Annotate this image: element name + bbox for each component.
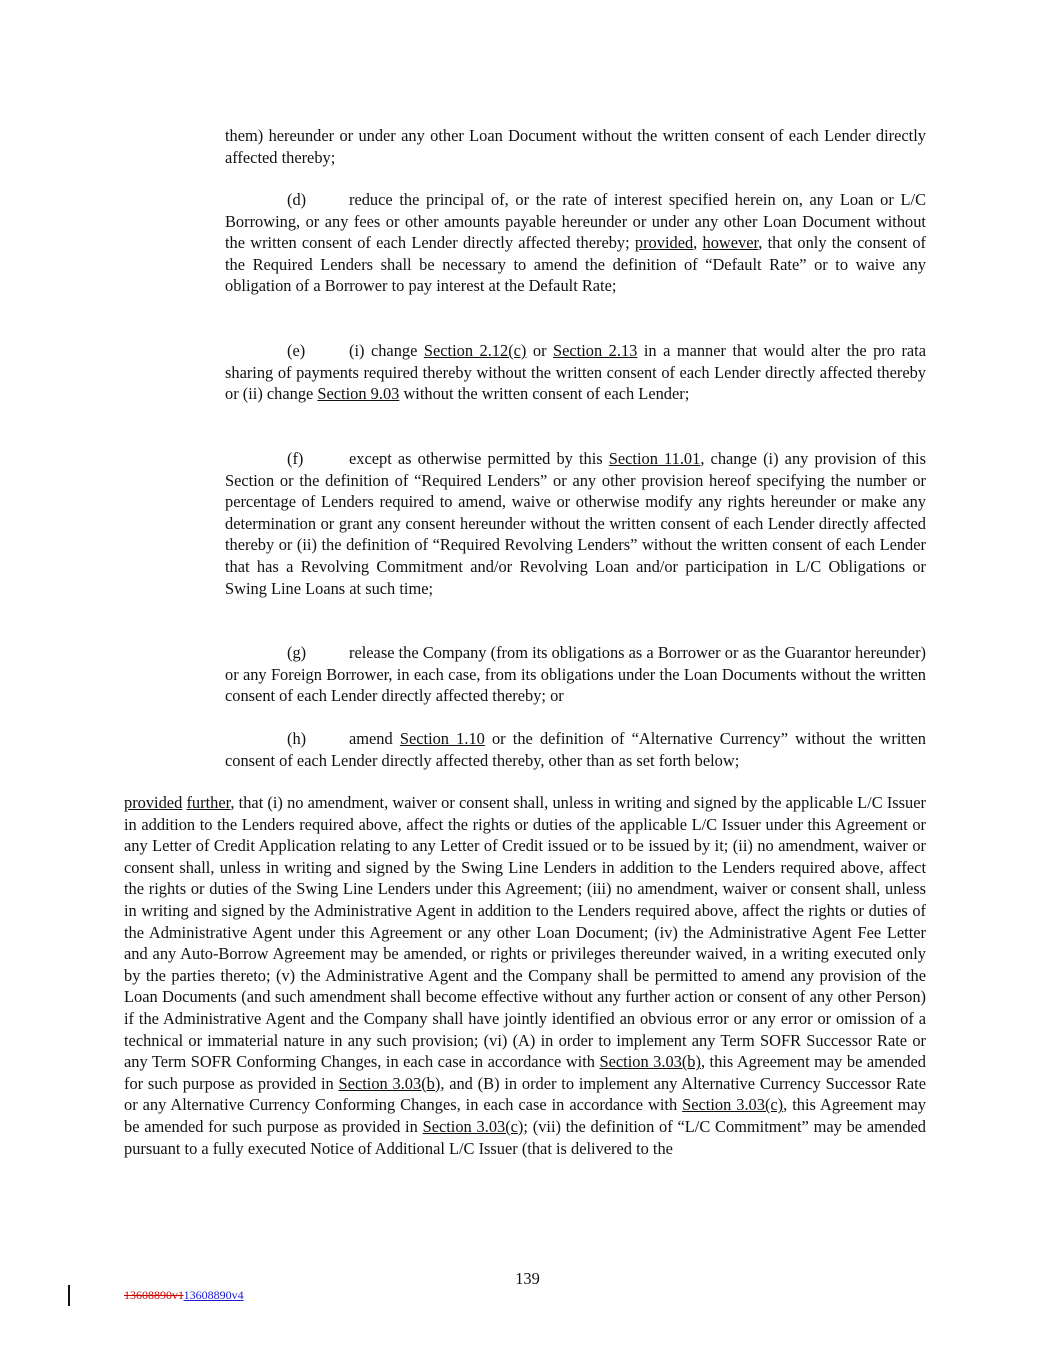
section-reference: Section 9.03 bbox=[317, 384, 400, 404]
paragraph-text: reduce the principal of, or the rate of interest specified herein on, any Loan or L/C Borrowing, or any fees or other amounts payable hereunder or under any other Loan Document without the written consent of each Lender directly affected thereby; bbox=[225, 190, 926, 253]
defined-term: however bbox=[702, 233, 759, 253]
paragraph-text: or the definition of “Alternative Currency” without the written consent of each Lender directly affected thereby, other than as set forth below; bbox=[225, 729, 926, 770]
paragraph-c-continuation bbox=[225, 125, 926, 168]
paragraph-f bbox=[225, 448, 926, 599]
paragraph-text: in a manner that would alter the pro rata sharing of payments required thereby without the written consent of each Lender directly affected thereby or (ii) change bbox=[225, 341, 927, 404]
paragraph-text: ; (vii) the definition of “L/C Commitment” may be amended pursuant to a fully executed Notice of Additional L/C Issuer (that is delivered to the bbox=[124, 1116, 926, 1158]
document-id bbox=[124, 1288, 244, 1302]
paragraph-text: , bbox=[693, 233, 703, 253]
inserted-doc-id: 13608890v4 bbox=[183, 1288, 244, 1302]
paragraph-text: except as otherwise permitted by this bbox=[349, 449, 609, 468]
clause-label: (f) bbox=[287, 449, 304, 468]
section-reference: Section 3.03(c) bbox=[422, 1116, 524, 1136]
paragraph-text: , change (i) any provision of this Section or the definition of “Required Lenders” or any other provision hereof specifying the number or percentage of Lenders required to amend, waive or otherwise modify any rights hereunder or make any determination or grant any consent hereunder without the written consent of each Lender directly affected thereby or (ii) the definition of “Required Revolving Lenders” without the written consent of each Lender that has a Revolving Commitment and/or Revolving Loan and/or participation in L/C Obligations or Swing Line Loans at such time; bbox=[225, 449, 926, 598]
clause-label: (h) bbox=[287, 729, 307, 748]
paragraph-text: , this Agreement may be amended for such purpose as provided in bbox=[124, 1052, 927, 1093]
paragraph-text: or bbox=[526, 341, 554, 360]
paragraph-text: , and (B) in order to implement any Alternative Currency Successor Rate or any Alternative Currency Conforming Changes, in each case in accordance with bbox=[124, 1073, 926, 1115]
section-reference: Section 2.13 bbox=[553, 341, 638, 360]
paragraph-h bbox=[225, 728, 926, 771]
paragraph-text: (i) change bbox=[349, 341, 424, 360]
paragraph-g bbox=[225, 642, 926, 707]
paragraph-text: release the Company (from its obligations as a Borrower or as the Guarantor hereunder) or any Foreign Borrower, in each case, from its obligations under the Loan Documents without the written consent of each Lender directly affected thereby; or bbox=[225, 643, 926, 706]
clause-label: (g) bbox=[287, 643, 307, 662]
paragraph-text: , that (i) no amendment, waiver or consent shall, unless in writing and signed by the applicable L/C Issuer in addition to the Lenders required above, affect the rights or duties of the applicable L/C Issuer under this Agreement or any Letter of Credit Application relating to any Letter of Credit issued or to be issued by it; (ii) no amendment, waiver or consent shall, unless in writing and signed by the Swing Line Lenders in addition to the Lenders required above, affect the rights or duties of the Swing Line Lenders under this Agreement; (iii) no amendment, waiver or consent shall, unless in writing and signed by the Administrative Agent in addition to the Lenders required above, affect the rights or duties of the Administrative Agent under this Agreement or any other Loan Document; (iv) the Administrative Agent Fee Letter and any Auto-Borrow Agreement may be amended, or rights or privileges thereunder waived, in a writing executed only by the parties thereto; (v) the Administrative Agent and the Company shall be permitted to amend any provision of the Loan Documents (and such amendment shall become effective without any further action or consent of any other Person) if the Administrative Agent and the Company shall have jointly identified an obvious error or any error or omission of a technical or immaterial nature in any such provision; (vi) (A) in order to implement any Term SOFR Successor Rate or any Term SOFR Conforming Changes, in each case in accordance with bbox=[124, 793, 926, 1072]
section-reference: Section 3.03(b) bbox=[338, 1073, 441, 1093]
clause-label: (d) bbox=[287, 190, 307, 209]
paragraph-text: amend bbox=[349, 729, 400, 748]
section-reference: Section 1.10 bbox=[399, 729, 485, 748]
section-reference: Section 3.03(c) bbox=[682, 1095, 784, 1115]
deleted-doc-id: 13608890v1 bbox=[124, 1288, 184, 1302]
paragraph-text: , that only the consent of the Required Lenders shall be necessary to amend the definition of “Default Rate” or to waive any obligation of a Borrower to pay interest at the Default Rate; bbox=[225, 233, 926, 296]
defined-term: further bbox=[186, 793, 231, 812]
paragraph-e bbox=[225, 340, 926, 405]
section-reference: Section 11.01 bbox=[608, 449, 701, 468]
paragraph-text: without the written consent of each Lender; bbox=[399, 384, 690, 404]
section-reference: Section 2.12(c) bbox=[423, 341, 527, 360]
page-number: 139 bbox=[515, 1269, 540, 1288]
clause-label: (e) bbox=[287, 341, 306, 360]
paragraph-d bbox=[225, 189, 926, 297]
defined-term: provided bbox=[124, 793, 183, 812]
change-bar bbox=[68, 1285, 70, 1306]
defined-term: provided bbox=[634, 233, 694, 253]
paragraph-proviso bbox=[124, 792, 926, 1159]
paragraph-text: , this Agreement may be amended for such purpose as provided in bbox=[124, 1095, 927, 1136]
paragraph-text: them) hereunder or under any other Loan Document without the written consent of each Lender directly affected thereby; bbox=[225, 126, 926, 167]
section-reference: Section 3.03(b) bbox=[599, 1052, 701, 1072]
